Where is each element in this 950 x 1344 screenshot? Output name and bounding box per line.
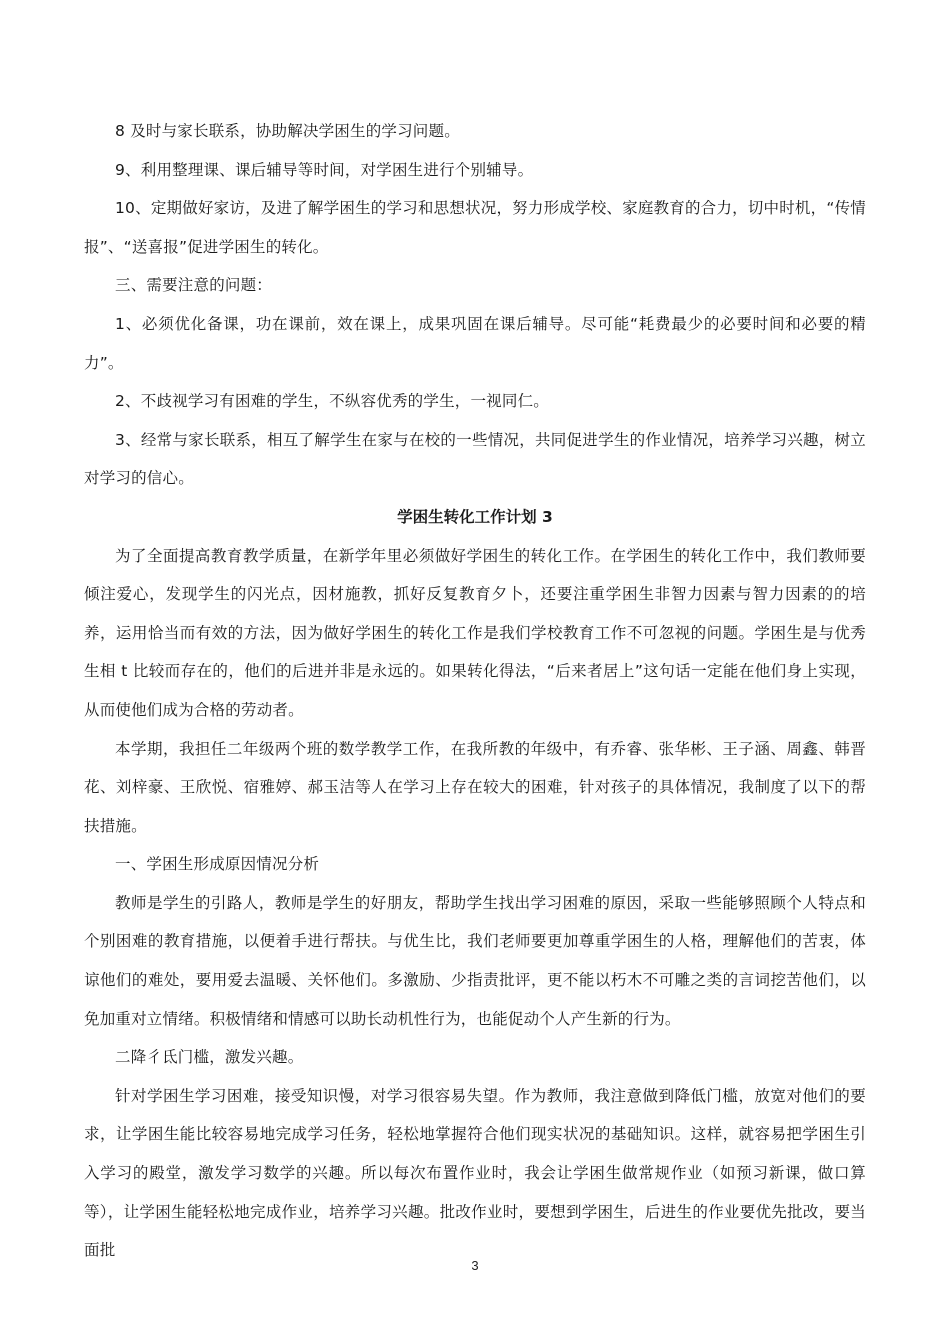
paragraph: 三、需要注意的问题：: [115, 276, 273, 295]
paragraph: 8 及时与家长联系，协助解决学困生的学习问题。: [115, 122, 460, 140]
section-paragraph: 为了全面提高教育教学质量，在新学年里必须做好学困生的转化工作。在学困生的转化工作中，我们教师要倾注爱心，发现学生的闪光点，因材施教，抓好反复教育夕卜，还要注重学困生非智力因素与智力因素的的培养，运用恰当而有效的方法，因为做好学困生的转化工作是我们学校教育工作不可忽视的问题。学困生是与优秀生相 t 比较而存在的，他们的后进并非是永远的。如果转化得法，“后来者居上”这句话一定能在他们身上实现，从而使他们成为合格的劳动者。: [84, 546, 866, 719]
paragraph: 2、不歧视学习有困难的学生，不纵容优秀的学生，一视同仁。: [115, 392, 549, 411]
paragraph: 10、定期做好家访，及进了解学困生的学习和思想状况，努力形成学校、家庭教育的合力，切中时机，“传情报”、“送喜报”促进学困生的转化。: [84, 199, 866, 256]
section-paragraph: 教师是学生的引路人，教师是学生的好朋友，帮助学生找出学习困难的原因，采取一些能够照顾个人特点和个别困难的教育措施，以便着手进行帮扶。与优生比，我们老师要更加尊重学困生的人格，理解他们的苦衷，体谅他们的难处，要用爱去温暖、关怀他们。多激励、少指责批评，更不能以朽木不可雕之类的言词挖苦他们，以免加重对立情绪。积极情绪和情感可以助长动机性行为，也能促动个人产生新的行为。: [84, 893, 866, 1028]
paragraph: 1、必须优化备课，功在课前，效在课上，成果巩固在课后辅导。尽可能“耗费最少的必要时间和必要的精力”。: [84, 314, 866, 372]
document-body: [84, 112, 866, 1270]
paragraph: 3、经常与家长联系，相互了解学生在家与在校的一些情况，共同促进学生的作业情况，培养学习兴趣，树立对学习的信心。: [84, 430, 866, 488]
paragraph: 9、利用整理课、课后辅导等时间，对学困生进行个别辅导。: [115, 160, 534, 179]
section-paragraph: 二降彳氐门槛，激发兴趣。: [115, 1048, 304, 1067]
section-paragraph: 本学期，我担任二年级两个班的数学教学工作，在我所教的年级中，有乔睿、张华彬、王子涵、周鑫、韩晋花、刘梓豪、王欣悦、宿雅婷、郝玉洁等人在学习上存在较大的困难，针对孩子的具体情况，我制度了以下的帮扶措施。: [84, 739, 866, 835]
section-paragraph: 针对学困生学习困难，接受知识慢，对学习很容易失望。作为教师，我注意做到降低门槛，放宽对他们的要求，让学困生能比较容易地完成学习任务，轻松地掌握符合他们现实状况的基础知识。这样，就容易把学困生引入学习的殿堂，激发学习数学的兴趣。所以每次布置作业时，我会让学困生做常规作业（如预习新课，做口算等），让学困生能轻松地完成作业，培养学习兴趣。批改作业时，要想到学困生，后进生的作业要优先批改，要当面批: [84, 1086, 866, 1260]
section-title: 学困生转化工作计划 3: [397, 507, 553, 526]
page-number: 3: [471, 1258, 479, 1273]
section-paragraph: 一、学困生形成原因情况分析: [115, 855, 320, 874]
